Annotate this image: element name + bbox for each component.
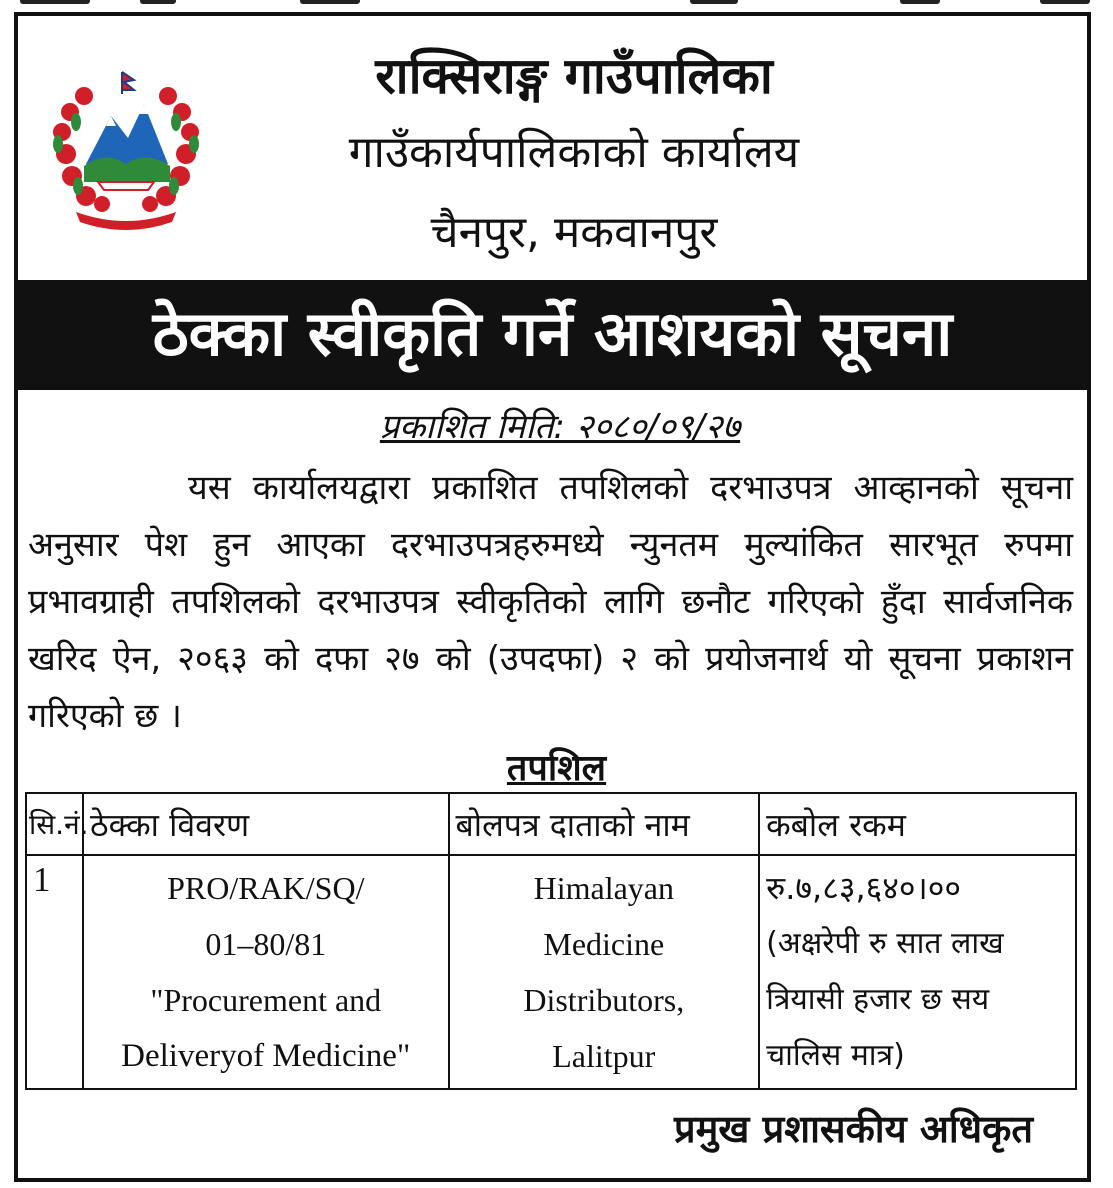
serial-number: 1	[33, 860, 51, 899]
cropped-top-text	[0, 0, 1113, 10]
notice-body-paragraph: यस कार्यालयद्वारा प्रकाशित तपशिलको दरभाउपत्र आव्हानको सूचना अनुसार पेश हुन आएका दरभाउपत्रहरुमध्ये न्युनतम मुल्यांकित सारभूत रुपमा प्रभावग्राही तपशिलको दरभाउपत्र स्वीकृतिको लागि छनौट गरिएको हुँदा सार्वजनिक खरिद ऐन, २०६३ को दफा २७ को (उपदफा) २ को प्रयोजनार्थ यो सूचना प्रकाशन गरिएको छ ।	[28, 468, 1073, 736]
column-header: सि.नं.	[26, 793, 83, 855]
office-address: चैनपुर, मकवानपुर	[430, 207, 718, 258]
bid-amount-in-words: चालिस मात्र)	[766, 1038, 905, 1073]
bid-amount-in-words: त्रियासी हजार छ सय	[766, 982, 990, 1017]
contract-description-line: PRO/RAK/SQ/	[167, 870, 365, 906]
bidder-name-line: Distributors,	[523, 982, 685, 1018]
cell-serial-number	[26, 855, 83, 1089]
notice-header	[14, 12, 1091, 280]
column-header: कबोल रकम	[759, 793, 1076, 855]
cell-bidder-name	[449, 855, 760, 1089]
notice-body	[28, 460, 1073, 745]
details-table	[25, 792, 1077, 1090]
publication-date: प्रकाशित मिति: २०८०/०९/२७	[379, 407, 741, 447]
table-heading: तपशिल	[506, 748, 607, 789]
table-row	[26, 855, 1076, 1089]
bidder-name-line: Medicine	[543, 926, 665, 962]
bidder-name-line: Lalitpur	[552, 1038, 656, 1074]
contract-description-line: Deliveryof Medicine"	[121, 1038, 411, 1074]
municipality-name: राक्सिराङ्ग गाउँपालिका	[375, 47, 773, 105]
cell-bid-amount	[759, 855, 1076, 1089]
column-header: बोलपत्र दाताको नाम	[449, 793, 760, 855]
table-header-row	[26, 793, 1076, 855]
bid-amount: रु.७,८३,६४०।००	[766, 869, 961, 907]
notice-title-banner	[14, 280, 1091, 390]
cell-contract-description	[83, 855, 448, 1089]
signatory-title: प्रमुख प्रशासकीय अधिकृत	[673, 1107, 1033, 1151]
contract-description-line: "Procurement and	[150, 982, 382, 1018]
office-name: गाउँकार्यपालिकाको कार्यालय	[348, 127, 800, 178]
contract-description-line: 01–80/81	[205, 926, 327, 962]
bidder-name-line: Himalayan	[533, 870, 674, 906]
column-header: ठेक्का विवरण	[83, 793, 448, 855]
bid-amount-in-words: (अक्षरेपी रु सात लाख	[766, 926, 1004, 961]
notice-title: ठेक्का स्वीकृति गर्ने आशयको सूचना	[152, 297, 953, 370]
nepal-emblem-icon	[36, 54, 216, 234]
